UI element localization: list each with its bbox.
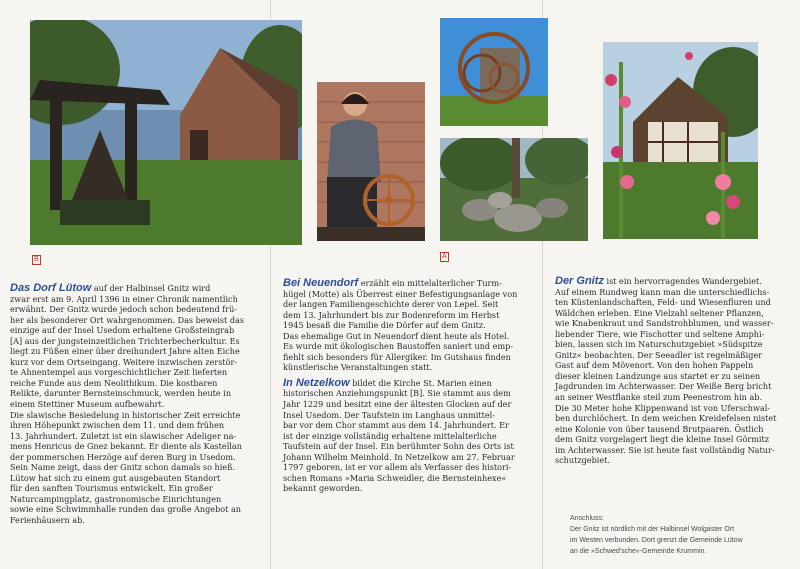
col1-line: erwähnt. Der Gnitz wurde jedoch schon bedeutend frü-	[10, 304, 238, 315]
thatched-house-photo	[603, 42, 758, 239]
col3-line: ist ein hervorragendes Wandergebiet.	[603, 276, 762, 286]
col1-line: liegt zu Füßen einer über dreihundert Jahre alten Eiche	[10, 346, 240, 357]
col1-line: Ferienhäusern ab.	[10, 515, 85, 526]
col1-line: mens Henricus de Gnez bekannt. Er diente als Kastellan	[10, 441, 242, 452]
col1-line: einzige auf der Insel Usedom erhaltene Großsteingrab	[10, 325, 235, 336]
col2-line: Jahr 1229 und besitzt eine der ältesten Glocken auf der	[283, 399, 512, 410]
column-der-gnitz	[555, 276, 795, 466]
spinning-wheel-photo	[317, 82, 425, 241]
col2-line: erzählt ein mittelalterlicher Turm-	[358, 278, 502, 288]
church-photo	[30, 20, 302, 245]
col2-line: fiehlt sich besonders für Allergiker. Im Gutshaus finden	[283, 351, 511, 362]
col2-line: ist der einzige vollständig erhaltene mittelalterliche	[283, 430, 497, 441]
col1-line: auf der Halbinsel Gnitz wird	[91, 283, 211, 293]
col3-line: im Achterwasser. Sie ist heute fast vollständig Natur-	[555, 444, 775, 455]
col1-line: Naturcampingplatz, gastronomische Einrichtungen	[10, 493, 222, 504]
col1-line: reiche Funde aus dem Neolithikum. Die kostbaren	[10, 377, 218, 388]
col1-line: Die slawische Besiedelung in historischer Zeit erreichte	[10, 409, 241, 420]
note-line: Der Gnitz ist nördlich mit der Halbinsel Wolgaster Ort	[570, 526, 735, 533]
col3-line: Jagdrunden im Achterwasser. Der Weiße Berg bricht	[555, 381, 772, 392]
col2-line: 1797 geboren, ist er vor allem als Verfasser des histori-	[283, 462, 512, 473]
heading-netzelkow: In Netzelkow	[283, 376, 350, 389]
photo-tag-a: A	[442, 253, 447, 260]
note-line: an die »Schwed'sche«-Gemeinde Krummin.	[570, 548, 707, 555]
anschluss-note	[570, 513, 743, 557]
col3-line: Gnitz« beobachten. Der Seeadler ist regelmäßiger	[555, 349, 763, 360]
col2-line: bildet die Kirche St. Marien einen	[349, 377, 492, 388]
col3-line: dem Gnitz vorgelagert liegt die kleine Insel Görmitz	[555, 434, 769, 445]
col3-line: Die 30 Meter hohe Klippenwand ist von Uferschwal-	[555, 402, 771, 413]
col2-line: hügel (Motte) als Überrest einer Befestigungsanlage von	[283, 288, 518, 299]
col1-line: her als besonderer Ort wahrgenommen. Das beweist das	[10, 314, 245, 325]
col2-line: Das ehemalige Gut in Neuendorf dient heute als Hotel.	[283, 330, 510, 341]
col3-line: wie Knabenkraut und Sandstrohblumen, und wasser-	[555, 318, 774, 329]
col3-line: Auf einem Rundweg kann man die unterschiedlichs-	[555, 286, 770, 297]
col1-line: ihren Höhepunkt zwischen dem 11. und dem frühen	[10, 420, 225, 431]
col2-line: bekannt geworden.	[283, 483, 363, 494]
note-line: im Westen verbunden. Dort grenzt die Gemeinde Lütow	[570, 537, 743, 544]
heading-neuendorf: Bei Neuendorf	[283, 277, 359, 289]
col2-line: dem 13. Jahrhundert bis zur Bodenreform im Herbst	[283, 309, 500, 320]
col1-line: Sein Name zeigt, dass der Gnitz schon damals so hieß.	[10, 462, 236, 473]
col3-line: liebender Tiere, wie Fischotter und seltene Amphi-	[555, 328, 765, 339]
col2-line: künstlerische Veranstaltungen statt.	[283, 362, 433, 373]
col3-line: Wäldchen erleben. Eine Vielzahl seltener Pflanzen,	[555, 307, 764, 318]
col2-line: 1945 besaß die Familie die Dörfer auf dem Gnitz.	[283, 320, 486, 331]
col1-line: Lütow hat sich zu einem gut ausgebauten Standort	[10, 472, 221, 483]
photo-tag-b: B	[34, 256, 39, 263]
col2-line: Insel Usedom. Der Taufstein im Langhaus unmittel-	[283, 409, 495, 420]
col3-line: ten Küstenlandschaften, Feld- und Wiesenfluren und	[555, 297, 771, 308]
col1-line: Relikte, darunter Bernsteinschmuck, werden heute in	[10, 388, 232, 399]
sculpture-photo	[440, 18, 548, 126]
col1-line: te Ahnentempel aus vorgeschichtlicher Zeit lieferten	[10, 367, 228, 378]
col3-line: Gast auf dem Mövenort. Von den hohen Pappeln	[555, 360, 754, 371]
col1-line: für den sanften Tourismus entwickelt. Ein großer	[10, 483, 213, 494]
megalith-grave-photo	[440, 138, 588, 241]
col2-line: Taufstein auf der Insel. Ein berühmter Sohn des Orts ist	[283, 441, 514, 452]
col1-line: der pommerschen Herzöge auf deren Burg in Usedom.	[10, 451, 236, 462]
heading-der-gnitz: Der Gnitz	[555, 275, 604, 287]
col3-line: an seiner Westflanke steil zum Peenestrom hin ab.	[555, 392, 763, 403]
note-title: Anschluss:	[570, 515, 604, 522]
col1-line: zwar erst am 9. April 1396 in einer Chronik namentlich	[10, 293, 238, 304]
col2-line: der langen Familiengeschichte derer von Lepel. Seit	[283, 299, 499, 310]
heading-dorf-luetow: Das Dorf Lütow	[10, 282, 92, 294]
col2-line: bar vor dem Chor stammt aus dem 14. Jahrhundert. Er	[283, 420, 509, 431]
column-neuendorf-netzelkow	[283, 278, 538, 494]
col2-line: historischen Anziehungspunkt [B]. Sie stammt aus dem	[283, 388, 511, 399]
col1-line: 13. Jahrhundert. Zuletzt ist ein slawischer Adeliger na-	[10, 430, 237, 441]
col3-line: bien, lassen sich im Naturschutzgebiet »Südspitze	[555, 339, 763, 350]
col3-line: dieser kleinen Landzunge aus startet er zu seinen	[555, 370, 761, 381]
col2-line: Johann Wilhelm Meinhold. In Netzelkow am 27. Februar	[283, 451, 515, 462]
col3-line: eine Kolonie von über tausend Brutpaaren. Östlich	[555, 423, 764, 434]
col3-line: schutzgebiet.	[555, 455, 610, 466]
col2-line: schen Romans »Maria Schweidler, die Bernsteinhexe«	[283, 472, 507, 483]
col1-line: einem Stettiner Museum aufbewahrt.	[10, 399, 165, 410]
col2-line: Es wurde mit ökologischen Baustoffen saniert und emp-	[283, 341, 514, 352]
col1-line: sowie eine Schwimmhalle runden das große Angebot an	[10, 504, 242, 515]
col1-line: kurz vor dem Ortseingang. Weitere inzwischen zerstör-	[10, 356, 238, 367]
column-dorf-luetow	[10, 283, 265, 526]
col1-line: [A] aus der jungsteinzeitlichen Trichterbecherkultur. Es	[10, 335, 240, 346]
col3-line: ben durchlöchert. In dem weichen Kreidefelsen nistet	[555, 413, 777, 424]
